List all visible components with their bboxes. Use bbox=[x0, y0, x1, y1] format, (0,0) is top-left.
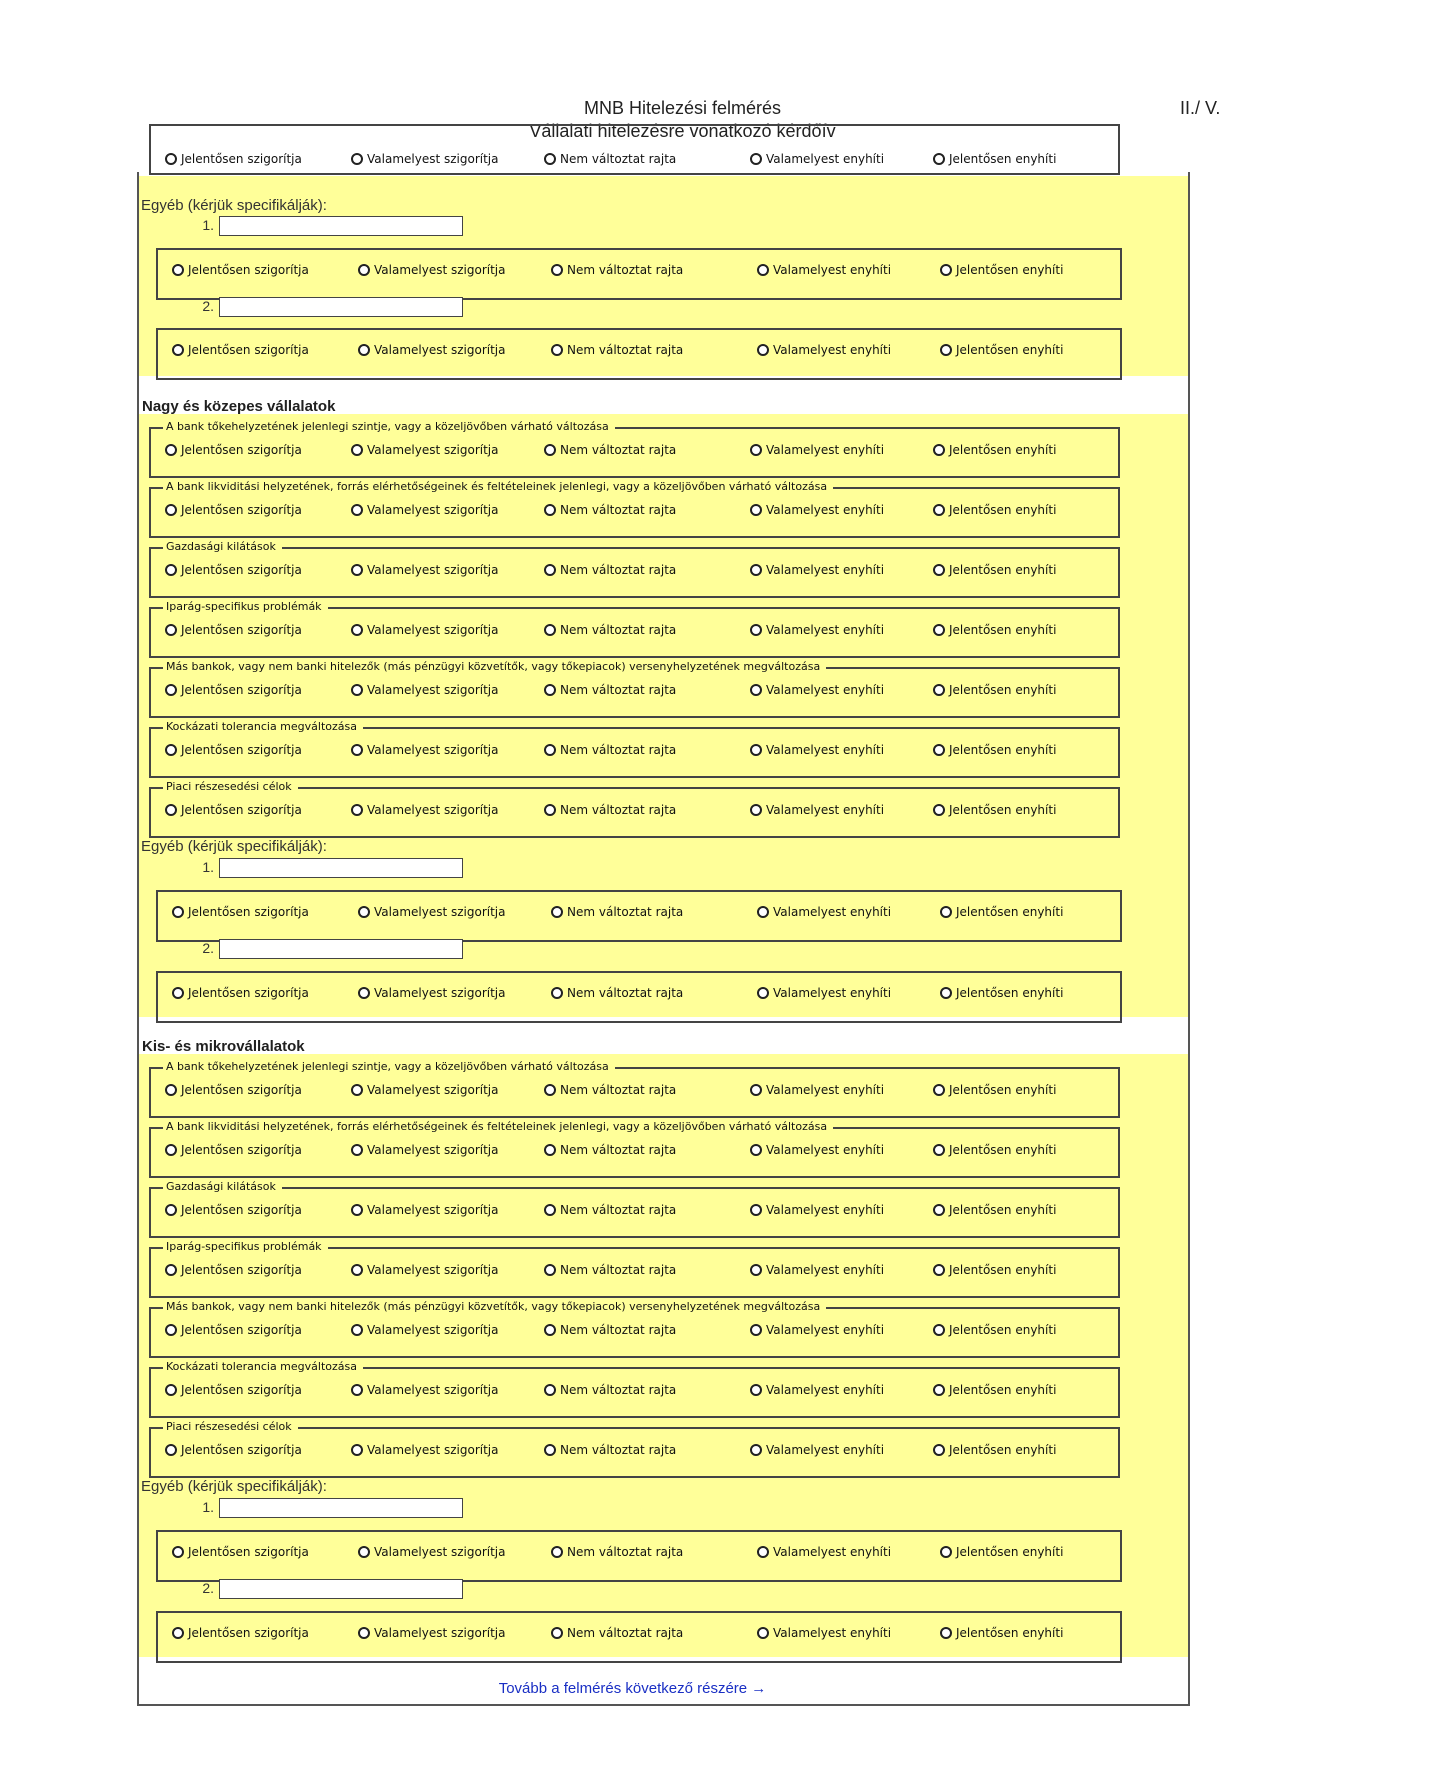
radio-icon[interactable] bbox=[165, 684, 177, 696]
radio-icon[interactable] bbox=[358, 264, 370, 276]
factor-label: Iparág-specifikus problémák bbox=[163, 1240, 328, 1254]
radio-icon[interactable] bbox=[940, 1627, 952, 1639]
option-significantly-ease[interactable]: Jelentősen enyhíti bbox=[933, 1143, 1056, 1157]
factor-label: Gazdasági kilátások bbox=[163, 1180, 282, 1194]
section-title: Kis- és mikrovállalatok bbox=[142, 1038, 305, 1055]
radio-icon[interactable] bbox=[165, 804, 177, 816]
other-input-1[interactable] bbox=[219, 1498, 463, 1518]
option-significantly-ease[interactable]: Jelentősen enyhíti bbox=[940, 263, 1063, 277]
radio-icon[interactable] bbox=[165, 1324, 177, 1336]
radio-icon[interactable] bbox=[544, 444, 556, 456]
other-label: Egyéb (kérjük specifikálják): bbox=[141, 1478, 327, 1495]
radio-icon[interactable] bbox=[551, 1627, 563, 1639]
option-somewhat-tighten[interactable]: Valamelyest szigorítja bbox=[358, 263, 505, 277]
option-significantly-tighten[interactable]: Jelentősen szigorítja bbox=[165, 152, 302, 166]
option-no-change[interactable]: Nem változtat rajta bbox=[544, 443, 676, 457]
radio-icon[interactable] bbox=[358, 906, 370, 918]
radio-icon[interactable] bbox=[750, 1084, 762, 1096]
option-no-change[interactable]: Nem változtat rajta bbox=[544, 1203, 676, 1217]
other-question-box bbox=[156, 890, 1122, 942]
option-somewhat-tighten[interactable]: Valamelyest szigorítja bbox=[358, 905, 505, 919]
radio-icon[interactable] bbox=[933, 1384, 945, 1396]
radio-icon[interactable] bbox=[351, 153, 363, 165]
radio-icon[interactable] bbox=[172, 987, 184, 999]
option-somewhat-ease[interactable]: Valamelyest enyhíti bbox=[750, 1083, 884, 1097]
radio-icon[interactable] bbox=[933, 1204, 945, 1216]
radio-icon[interactable] bbox=[351, 504, 363, 516]
factor-question-box bbox=[149, 1360, 1120, 1418]
option-no-change[interactable]: Nem változtat rajta bbox=[544, 1383, 676, 1397]
factor-label: Kockázati tolerancia megváltozása bbox=[163, 1360, 363, 1374]
option-no-change[interactable]: Nem változtat rajta bbox=[544, 1083, 676, 1097]
radio-icon[interactable] bbox=[544, 684, 556, 696]
option-somewhat-tighten[interactable]: Valamelyest szigorítja bbox=[351, 1203, 498, 1217]
option-significantly-ease[interactable]: Jelentősen enyhíti bbox=[933, 1323, 1056, 1337]
option-significantly-ease[interactable]: Jelentősen enyhíti bbox=[940, 1545, 1063, 1559]
factor-question-box bbox=[149, 1120, 1120, 1178]
option-somewhat-tighten[interactable]: Valamelyest szigorítja bbox=[351, 1383, 498, 1397]
radio-icon[interactable] bbox=[351, 1384, 363, 1396]
radio-icon[interactable] bbox=[750, 1444, 762, 1456]
radio-icon[interactable] bbox=[750, 444, 762, 456]
radio-icon[interactable] bbox=[750, 744, 762, 756]
option-somewhat-ease[interactable]: Valamelyest enyhíti bbox=[750, 1323, 884, 1337]
radio-icon[interactable] bbox=[165, 744, 177, 756]
radio-icon[interactable] bbox=[750, 624, 762, 636]
option-somewhat-tighten[interactable]: Valamelyest szigorítja bbox=[351, 1143, 498, 1157]
other-question-box bbox=[156, 328, 1122, 380]
option-somewhat-tighten[interactable]: Valamelyest szigorítja bbox=[351, 152, 498, 166]
other-number: 2. bbox=[202, 1580, 214, 1596]
radio-icon[interactable] bbox=[165, 1084, 177, 1096]
other-number: 1. bbox=[202, 1499, 214, 1515]
other-question-box bbox=[156, 1530, 1122, 1582]
radio-icon[interactable] bbox=[351, 744, 363, 756]
radio-icon[interactable] bbox=[933, 1324, 945, 1336]
option-somewhat-ease[interactable]: Valamelyest enyhíti bbox=[750, 152, 884, 166]
option-significantly-tighten[interactable]: Jelentősen szigorítja bbox=[165, 623, 302, 637]
radio-icon[interactable] bbox=[165, 624, 177, 636]
radio-icon[interactable] bbox=[933, 804, 945, 816]
option-somewhat-ease[interactable]: Valamelyest enyhíti bbox=[750, 503, 884, 517]
radio-icon[interactable] bbox=[544, 1384, 556, 1396]
radio-icon[interactable] bbox=[544, 1204, 556, 1216]
option-somewhat-ease[interactable]: Valamelyest enyhíti bbox=[750, 1203, 884, 1217]
radio-icon[interactable] bbox=[544, 504, 556, 516]
option-significantly-ease[interactable]: Jelentősen enyhíti bbox=[933, 152, 1056, 166]
other-question-box bbox=[156, 971, 1122, 1023]
option-significantly-ease[interactable]: Jelentősen enyhíti bbox=[933, 803, 1056, 817]
survey-subtitle: Vállalati hitelezésre vonatkozó kérdőív bbox=[529, 121, 836, 141]
factor-label: A bank likviditási helyzetének, forrás elérhetőségeinek és feltételeinek jelenlegi, vagy a közeljövőben várható változása bbox=[163, 480, 833, 494]
radio-icon[interactable] bbox=[757, 906, 769, 918]
radio-icon[interactable] bbox=[351, 1264, 363, 1276]
option-no-change[interactable]: Nem változtat rajta bbox=[544, 1323, 676, 1337]
radio-icon[interactable] bbox=[351, 624, 363, 636]
option-significantly-ease[interactable]: Jelentősen enyhíti bbox=[933, 1383, 1056, 1397]
option-somewhat-tighten[interactable]: Valamelyest szigorítja bbox=[351, 1323, 498, 1337]
other-number: 1. bbox=[202, 217, 214, 233]
factor-question-box bbox=[149, 420, 1120, 478]
option-somewhat-ease[interactable]: Valamelyest enyhíti bbox=[750, 443, 884, 457]
radio-icon[interactable] bbox=[750, 504, 762, 516]
factor-label: Más bankok, vagy nem banki hitelezők (más pénzügyi közvetítők, vagy tőkepiacok) versenyhelyzetének megváltozása bbox=[163, 1300, 826, 1314]
radio-icon[interactable] bbox=[358, 344, 370, 356]
option-no-change[interactable]: Nem változtat rajta bbox=[544, 683, 676, 697]
radio-icon[interactable] bbox=[165, 1264, 177, 1276]
option-somewhat-ease[interactable]: Valamelyest enyhíti bbox=[757, 986, 891, 1000]
other-question-box bbox=[156, 1611, 1122, 1663]
other-label: Egyéb (kérjük specifikálják): bbox=[141, 197, 327, 214]
radio-icon[interactable] bbox=[165, 1384, 177, 1396]
radio-icon[interactable] bbox=[933, 564, 945, 576]
option-somewhat-ease[interactable]: Valamelyest enyhíti bbox=[757, 1545, 891, 1559]
option-no-change[interactable]: Nem változtat rajta bbox=[544, 1263, 676, 1277]
option-significantly-tighten[interactable]: Jelentősen szigorítja bbox=[165, 443, 302, 457]
radio-icon[interactable] bbox=[351, 1084, 363, 1096]
radio-icon[interactable] bbox=[165, 1204, 177, 1216]
radio-icon[interactable] bbox=[933, 444, 945, 456]
radio-icon[interactable] bbox=[933, 153, 945, 165]
option-no-change[interactable]: Nem változtat rajta bbox=[544, 563, 676, 577]
radio-icon[interactable] bbox=[551, 264, 563, 276]
radio-icon[interactable] bbox=[172, 264, 184, 276]
other-number: 2. bbox=[202, 940, 214, 956]
option-significantly-tighten[interactable]: Jelentősen szigorítja bbox=[172, 263, 309, 277]
radio-icon[interactable] bbox=[940, 906, 952, 918]
radio-icon[interactable] bbox=[933, 1144, 945, 1156]
option-no-change[interactable]: Nem változtat rajta bbox=[551, 343, 683, 357]
option-significantly-tighten[interactable]: Jelentősen szigorítja bbox=[165, 1263, 302, 1277]
radio-icon[interactable] bbox=[940, 987, 952, 999]
radio-icon[interactable] bbox=[544, 1264, 556, 1276]
radio-icon[interactable] bbox=[544, 1084, 556, 1096]
next-part-link[interactable]: Tovább a felmérés következő részére → bbox=[498, 1680, 767, 1697]
radio-icon[interactable] bbox=[551, 906, 563, 918]
option-somewhat-tighten[interactable]: Valamelyest szigorítja bbox=[358, 986, 505, 1000]
radio-icon[interactable] bbox=[750, 804, 762, 816]
option-somewhat-tighten[interactable]: Valamelyest szigorítja bbox=[358, 1626, 505, 1640]
option-somewhat-tighten[interactable]: Valamelyest szigorítja bbox=[358, 1545, 505, 1559]
radio-icon[interactable] bbox=[750, 1144, 762, 1156]
radio-icon[interactable] bbox=[750, 1264, 762, 1276]
option-somewhat-tighten[interactable]: Valamelyest szigorítja bbox=[351, 1083, 498, 1097]
option-somewhat-ease[interactable]: Valamelyest enyhíti bbox=[750, 1143, 884, 1157]
option-significantly-tighten[interactable]: Jelentősen szigorítja bbox=[165, 563, 302, 577]
radio-icon[interactable] bbox=[933, 624, 945, 636]
option-no-change[interactable]: Nem változtat rajta bbox=[551, 263, 683, 277]
radio-icon[interactable] bbox=[940, 344, 952, 356]
radio-icon[interactable] bbox=[551, 344, 563, 356]
factor-label: A bank tőkehelyzetének jelenlegi szintje, vagy a közeljövőben várható változása bbox=[163, 420, 615, 434]
option-somewhat-tighten[interactable]: Valamelyest szigorítja bbox=[358, 343, 505, 357]
option-no-change[interactable]: Nem változtat rajta bbox=[544, 743, 676, 757]
option-significantly-tighten[interactable]: Jelentősen szigorítja bbox=[165, 743, 302, 757]
radio-icon[interactable] bbox=[757, 1627, 769, 1639]
option-somewhat-tighten[interactable]: Valamelyest szigorítja bbox=[351, 803, 498, 817]
option-significantly-ease[interactable]: Jelentősen enyhíti bbox=[933, 563, 1056, 577]
other-number: 2. bbox=[202, 298, 214, 314]
factor-question-box bbox=[149, 1420, 1120, 1478]
radio-icon[interactable] bbox=[165, 504, 177, 516]
question-box bbox=[149, 124, 1120, 175]
clipped-previous-row bbox=[137, 152, 1190, 176]
radio-icon[interactable] bbox=[358, 987, 370, 999]
radio-icon[interactable] bbox=[351, 444, 363, 456]
factor-label: Piaci részesedési célok bbox=[163, 780, 298, 794]
radio-icon[interactable] bbox=[544, 804, 556, 816]
option-no-change[interactable]: Nem változtat rajta bbox=[544, 1443, 676, 1457]
option-somewhat-ease[interactable]: Valamelyest enyhíti bbox=[757, 263, 891, 277]
option-significantly-ease[interactable]: Jelentősen enyhíti bbox=[933, 1443, 1056, 1457]
option-somewhat-tighten[interactable]: Valamelyest szigorítja bbox=[351, 443, 498, 457]
option-somewhat-ease[interactable]: Valamelyest enyhíti bbox=[750, 1263, 884, 1277]
other-input-2[interactable] bbox=[219, 939, 463, 959]
radio-icon[interactable] bbox=[933, 504, 945, 516]
factor-question-box bbox=[149, 1240, 1120, 1298]
other-question-box bbox=[156, 248, 1122, 300]
radio-icon[interactable] bbox=[165, 1444, 177, 1456]
radio-icon[interactable] bbox=[358, 1627, 370, 1639]
radio-icon[interactable] bbox=[933, 684, 945, 696]
option-significantly-tighten[interactable]: Jelentősen szigorítja bbox=[165, 1203, 302, 1217]
option-somewhat-ease[interactable]: Valamelyest enyhíti bbox=[757, 343, 891, 357]
radio-icon[interactable] bbox=[358, 1546, 370, 1558]
radio-icon[interactable] bbox=[172, 344, 184, 356]
option-significantly-tighten[interactable]: Jelentősen szigorítja bbox=[172, 1545, 309, 1559]
radio-icon[interactable] bbox=[544, 1144, 556, 1156]
factor-question-box bbox=[149, 660, 1120, 718]
option-somewhat-ease[interactable]: Valamelyest enyhíti bbox=[750, 623, 884, 637]
factor-label: Iparág-specifikus problémák bbox=[163, 600, 328, 614]
factor-question-box bbox=[149, 1180, 1120, 1238]
radio-icon[interactable] bbox=[933, 1084, 945, 1096]
radio-icon[interactable] bbox=[940, 1546, 952, 1558]
radio-icon[interactable] bbox=[351, 564, 363, 576]
factor-label: A bank tőkehelyzetének jelenlegi szintje, vagy a közeljövőben várható változása bbox=[163, 1060, 615, 1074]
option-no-change[interactable]: Nem változtat rajta bbox=[544, 152, 676, 166]
option-significantly-tighten[interactable]: Jelentősen szigorítja bbox=[165, 503, 302, 517]
option-significantly-tighten[interactable]: Jelentősen szigorítja bbox=[165, 1083, 302, 1097]
option-no-change[interactable]: Nem változtat rajta bbox=[544, 803, 676, 817]
radio-icon[interactable] bbox=[351, 1444, 363, 1456]
radio-icon[interactable] bbox=[544, 624, 556, 636]
option-significantly-ease[interactable]: Jelentősen enyhíti bbox=[933, 1263, 1056, 1277]
radio-icon[interactable] bbox=[940, 264, 952, 276]
page-number: II./ V. bbox=[1180, 98, 1221, 118]
option-somewhat-ease[interactable]: Valamelyest enyhíti bbox=[757, 905, 891, 919]
radio-icon[interactable] bbox=[172, 1546, 184, 1558]
factor-question-box bbox=[149, 780, 1120, 838]
radio-icon[interactable] bbox=[750, 564, 762, 576]
radio-icon[interactable] bbox=[165, 444, 177, 456]
radio-icon[interactable] bbox=[757, 264, 769, 276]
option-somewhat-tighten[interactable]: Valamelyest szigorítja bbox=[351, 1263, 498, 1277]
factor-label: Más bankok, vagy nem banki hitelezők (más pénzügyi közvetítők, vagy tőkepiacok) versenyhelyzetének megváltozása bbox=[163, 660, 826, 674]
option-significantly-ease[interactable]: Jelentősen enyhíti bbox=[933, 1083, 1056, 1097]
option-significantly-ease[interactable]: Jelentősen enyhíti bbox=[933, 683, 1056, 697]
radio-icon[interactable] bbox=[165, 153, 177, 165]
radio-icon[interactable] bbox=[750, 684, 762, 696]
radio-icon[interactable] bbox=[172, 1627, 184, 1639]
radio-icon[interactable] bbox=[933, 1264, 945, 1276]
radio-icon[interactable] bbox=[544, 1324, 556, 1336]
option-somewhat-ease[interactable]: Valamelyest enyhíti bbox=[757, 1626, 891, 1640]
factor-label: Kockázati tolerancia megváltozása bbox=[163, 720, 363, 734]
radio-icon[interactable] bbox=[351, 1324, 363, 1336]
survey-title: MNB Hitelezési felmérés bbox=[583, 98, 782, 118]
option-significantly-ease[interactable]: Jelentősen enyhíti bbox=[933, 503, 1056, 517]
radio-icon[interactable] bbox=[351, 1144, 363, 1156]
option-significantly-ease[interactable]: Jelentősen enyhíti bbox=[940, 343, 1063, 357]
radio-icon[interactable] bbox=[172, 906, 184, 918]
radio-icon[interactable] bbox=[750, 1384, 762, 1396]
option-somewhat-tighten[interactable]: Valamelyest szigorítja bbox=[351, 623, 498, 637]
option-somewhat-ease[interactable]: Valamelyest enyhíti bbox=[750, 1383, 884, 1397]
other-number: 1. bbox=[202, 859, 214, 875]
factor-question-box bbox=[149, 720, 1120, 778]
radio-icon[interactable] bbox=[551, 987, 563, 999]
radio-icon[interactable] bbox=[165, 564, 177, 576]
option-significantly-ease[interactable]: Jelentősen enyhíti bbox=[933, 743, 1056, 757]
radio-icon[interactable] bbox=[750, 1324, 762, 1336]
option-significantly-ease[interactable]: Jelentősen enyhíti bbox=[933, 1203, 1056, 1217]
radio-icon[interactable] bbox=[551, 1546, 563, 1558]
option-significantly-ease[interactable]: Jelentősen enyhíti bbox=[940, 905, 1063, 919]
radio-icon[interactable] bbox=[933, 744, 945, 756]
radio-icon[interactable] bbox=[351, 1204, 363, 1216]
other-input-1[interactable] bbox=[219, 858, 463, 878]
option-somewhat-tighten[interactable]: Valamelyest szigorítja bbox=[351, 563, 498, 577]
radio-icon[interactable] bbox=[544, 1444, 556, 1456]
other-input-2[interactable] bbox=[219, 297, 463, 317]
option-significantly-tighten[interactable]: Jelentősen szigorítja bbox=[165, 1143, 302, 1157]
factor-label: Piaci részesedési célok bbox=[163, 1420, 298, 1434]
radio-icon[interactable] bbox=[544, 153, 556, 165]
option-significantly-ease[interactable]: Jelentősen enyhíti bbox=[933, 443, 1056, 457]
radio-icon[interactable] bbox=[351, 804, 363, 816]
option-significantly-tighten[interactable]: Jelentősen szigorítja bbox=[172, 343, 309, 357]
factor-question-box bbox=[149, 600, 1120, 658]
option-somewhat-ease[interactable]: Valamelyest enyhíti bbox=[750, 563, 884, 577]
option-significantly-tighten[interactable]: Jelentősen szigorítja bbox=[165, 803, 302, 817]
radio-icon[interactable] bbox=[165, 1144, 177, 1156]
factor-question-box bbox=[149, 540, 1120, 598]
option-somewhat-tighten[interactable]: Valamelyest szigorítja bbox=[351, 503, 498, 517]
option-no-change[interactable]: Nem változtat rajta bbox=[544, 623, 676, 637]
option-no-change[interactable]: Nem változtat rajta bbox=[551, 986, 683, 1000]
radio-icon[interactable] bbox=[757, 987, 769, 999]
option-significantly-ease[interactable]: Jelentősen enyhíti bbox=[940, 986, 1063, 1000]
radio-icon[interactable] bbox=[757, 344, 769, 356]
option-significantly-tighten[interactable]: Jelentősen szigorítja bbox=[172, 1626, 309, 1640]
radio-icon[interactable] bbox=[544, 564, 556, 576]
option-significantly-tighten[interactable]: Jelentősen szigorítja bbox=[165, 1443, 302, 1457]
option-significantly-ease[interactable]: Jelentősen enyhíti bbox=[940, 1626, 1063, 1640]
option-somewhat-ease[interactable]: Valamelyest enyhíti bbox=[750, 803, 884, 817]
factor-question-box bbox=[149, 480, 1120, 538]
radio-icon[interactable] bbox=[544, 744, 556, 756]
other-input-2[interactable] bbox=[219, 1579, 463, 1599]
option-no-change[interactable]: Nem változtat rajta bbox=[551, 1545, 683, 1559]
option-no-change[interactable]: Nem változtat rajta bbox=[544, 503, 676, 517]
option-significantly-tighten[interactable]: Jelentősen szigorítja bbox=[165, 1323, 302, 1337]
option-no-change[interactable]: Nem változtat rajta bbox=[544, 1143, 676, 1157]
option-significantly-tighten[interactable]: Jelentősen szigorítja bbox=[165, 1383, 302, 1397]
factor-label: Gazdasági kilátások bbox=[163, 540, 282, 554]
other-input-1[interactable] bbox=[219, 216, 463, 236]
option-no-change[interactable]: Nem változtat rajta bbox=[551, 905, 683, 919]
radio-icon[interactable] bbox=[750, 1204, 762, 1216]
option-significantly-tighten[interactable]: Jelentősen szigorítja bbox=[165, 683, 302, 697]
option-significantly-ease[interactable]: Jelentősen enyhíti bbox=[933, 623, 1056, 637]
radio-icon[interactable] bbox=[933, 1444, 945, 1456]
factor-label: A bank likviditási helyzetének, forrás elérhetőségeinek és feltételeinek jelenlegi, vagy a közeljövőben várható változása bbox=[163, 1120, 833, 1134]
option-significantly-tighten[interactable]: Jelentősen szigorítja bbox=[172, 905, 309, 919]
option-somewhat-tighten[interactable]: Valamelyest szigorítja bbox=[351, 683, 498, 697]
option-no-change[interactable]: Nem változtat rajta bbox=[551, 1626, 683, 1640]
other-label: Egyéb (kérjük specifikálják): bbox=[141, 838, 327, 855]
radio-icon[interactable] bbox=[351, 684, 363, 696]
option-somewhat-tighten[interactable]: Valamelyest szigorítja bbox=[351, 1443, 498, 1457]
option-somewhat-tighten[interactable]: Valamelyest szigorítja bbox=[351, 743, 498, 757]
option-somewhat-ease[interactable]: Valamelyest enyhíti bbox=[750, 1443, 884, 1457]
radio-icon[interactable] bbox=[757, 1546, 769, 1558]
factor-question-box bbox=[149, 1300, 1120, 1358]
option-significantly-tighten[interactable]: Jelentősen szigorítja bbox=[172, 986, 309, 1000]
radio-icon[interactable] bbox=[750, 153, 762, 165]
section-title: Nagy és közepes vállalatok bbox=[142, 398, 336, 415]
option-somewhat-ease[interactable]: Valamelyest enyhíti bbox=[750, 743, 884, 757]
factor-question-box bbox=[149, 1060, 1120, 1118]
option-somewhat-ease[interactable]: Valamelyest enyhíti bbox=[750, 683, 884, 697]
